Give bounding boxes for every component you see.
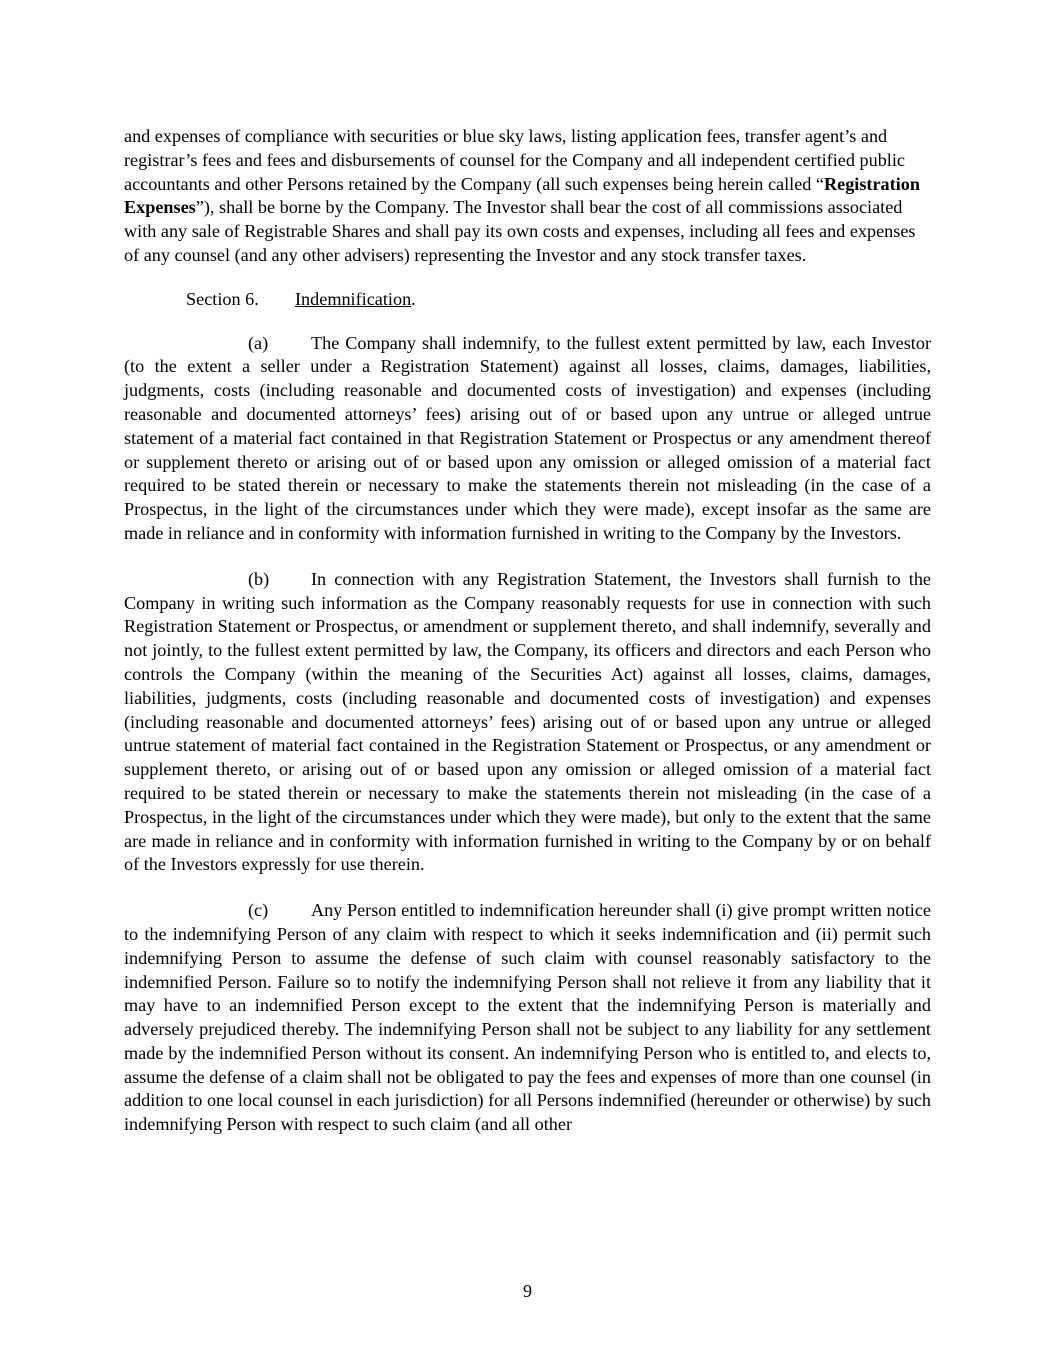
intro-text-part1: and expenses of compliance with securities or blue sky laws, listing application fees, transfer agent’s and registrar’s fees and fees and disbursements of counsel for the Company and all independent certified public accountants and other Persons retained by the Company (all such expenses being herein called “ <box>124 126 905 194</box>
intro-text-part2: ”), shall be borne by the Company. The Investor shall bear the cost of all commissions associated with any sale of Registrable Shares and shall pay its own costs and expenses, including all fees and expenses of any counsel (and any other advisers) representing the Investor and any stock transfer taxes. <box>124 197 916 265</box>
page-number: 9 <box>523 1281 532 1301</box>
subsection-text: Any Person entitled to indemnification hereunder shall (i) give prompt written notice to the indemnifying Person of any claim with respect to which it seeks indemnification and (ii) permit such indemnifying Person to assume the defense of such claim with counsel reasonably satisfactory to the indemnified Person. Failure so to notify the indemnifying Person shall not relieve it from any liability that it may have to an indemnified Person except to the extent that the indemnifying Person is materially and adversely prejudiced thereby. The indemnifying Person shall not be subject to any liability for any settlement made by the indemnified Person without its consent. An indemnifying Person who is entitled to, and elects to, assume the defense of a claim shall not be obligated to pay the fees and expenses of more than one counsel (in addition to one local counsel in each jurisdiction) for all Persons indemnified (hereunder or otherwise) by such indemnifying Person with respect to such claim (and all other <box>124 900 931 1135</box>
subsection-c <box>124 899 931 1137</box>
subsection-a <box>124 332 931 546</box>
subsection-b <box>124 568 931 877</box>
subsection-label: (c) <box>248 900 269 921</box>
subsection-text: In connection with any Registration Statement, the Investors shall furnish to the Company in writing such information as the Company reasonably requests for use in connection with such Registration Statement or Prospectus, or amendment or supplement thereto, and shall indemnify, severally and not jointly, to the fullest extent permitted by law, the Company, its officers and directors and each Person who controls the Company (within the meaning of the Securities Act) against all losses, claims, damages, liabilities, judgments, costs (including reasonable and documented costs of investigation) and expenses (including reasonable and documented attorneys’ fees) arising out of or based upon any untrue or alleged untrue statement of material fact contained in the Registration Statement or Prospectus, or any amendment or supplement thereto, or arising out of or based upon any omission or alleged omission of a material fact required to be stated therein or necessary to make the statements therein not misleading (in the case of a Prospectus, in the light of the circumstances under which they were made), but only to the extent that the same are made in reliance and in conformity with information furnished in writing to the Company by or on behalf of the Investors expressly for use therein. <box>124 568 931 875</box>
subsection-label: (a) <box>248 332 269 353</box>
section-title: Indemnification <box>295 288 412 309</box>
subsection-text: The Company shall indemnify, to the fullest extent permitted by law, each Investor (to the extent a seller under a Registration Statement) against all losses, claims, damages, liabilities, judgments, costs (including reasonable and documented costs of investigation) and expenses (including reasonable and documented attorneys’ fees) arising out of or based upon any untrue or alleged untrue statement of a material fact contained in that Registration Statement or Prospectus or any amendment thereof or supplement thereto or arising out of or based upon any omission or alleged omission of a material fact required to be stated therein or necessary to make the statements therein not misleading (in the case of a Prospectus, in the light of the circumstances under which they were made), except insofar as the same are made in reliance and in conformity with information furnished in writing to the Company by the Investors. <box>124 332 931 543</box>
section-title-suffix: . <box>411 288 416 309</box>
document-page <box>124 125 931 1159</box>
defined-term-registration-expenses: Registration Expenses <box>124 173 920 218</box>
section-number: Section 6. <box>186 288 259 309</box>
intro-paragraph <box>124 125 931 268</box>
subsection-label: (b) <box>248 568 270 589</box>
section-heading <box>124 288 931 312</box>
